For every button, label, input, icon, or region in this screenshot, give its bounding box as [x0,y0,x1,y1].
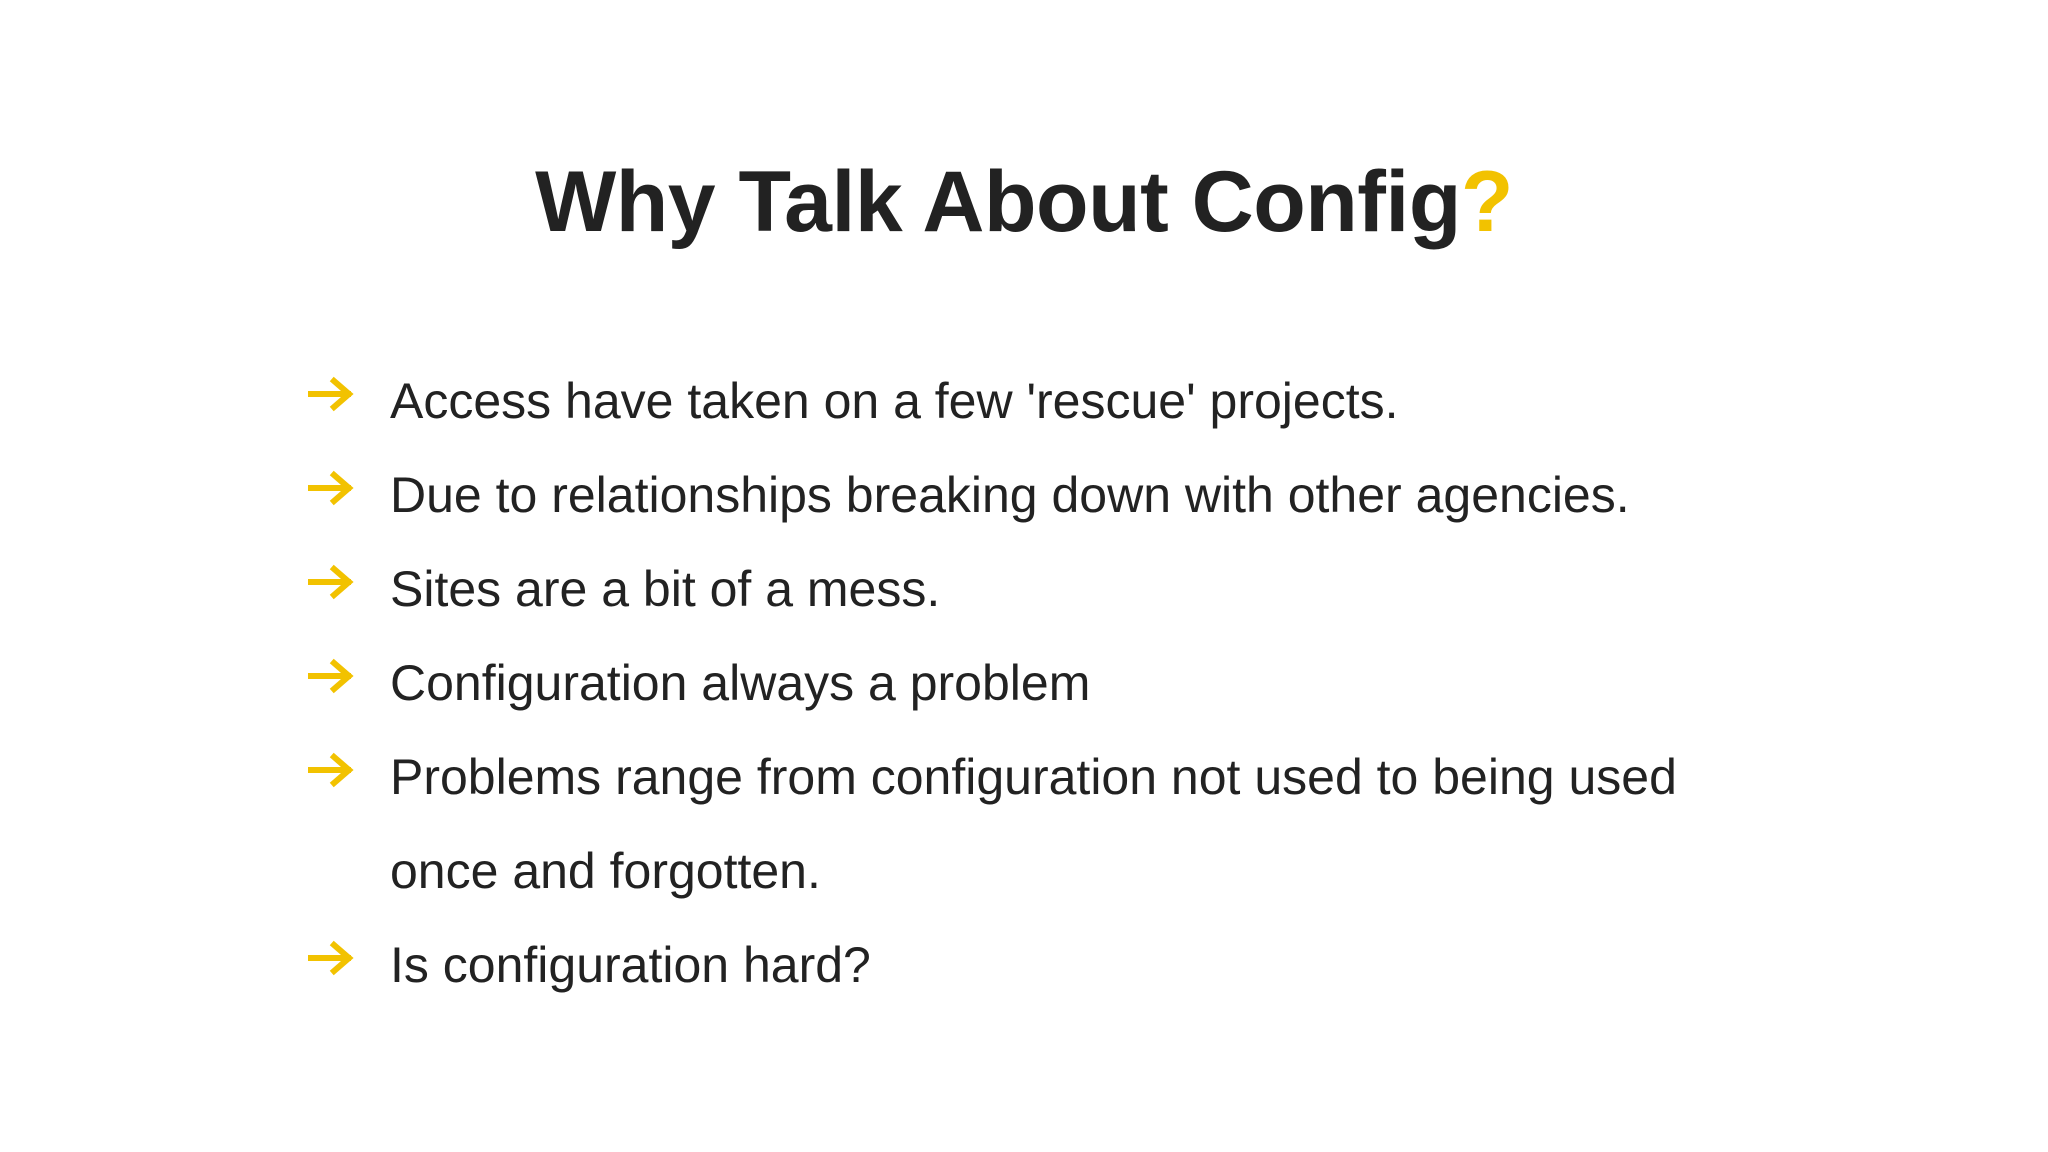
right-arrow-icon [308,940,356,976]
right-arrow-icon [308,752,356,788]
bullet-item [0,354,2048,448]
bullet-text: Access have taken on a few 'rescue' projects. [390,373,1399,429]
slide-title-accent: ? [1460,154,1513,250]
right-arrow-icon [308,658,356,694]
bullet-item [0,918,2048,1012]
bullet-text: Due to relationships breaking down with other agencies. [390,467,1630,523]
bullet-item [0,636,2048,730]
right-arrow-icon [308,376,356,412]
right-arrow-icon [308,470,356,506]
bullet-item [0,448,2048,542]
bullet-item [0,542,2048,636]
right-arrow-icon [308,564,356,600]
bullet-text: Problems range from configuration not used to being used once and forgotten. [390,749,1677,899]
bullet-text: Sites are a bit of a mess. [390,561,941,617]
slide-title-text: Why Talk About Config [535,154,1461,250]
bullet-text: Is configuration hard? [390,937,871,993]
bullet-item [0,730,2048,918]
bullet-text: Configuration always a problem [390,655,1091,711]
